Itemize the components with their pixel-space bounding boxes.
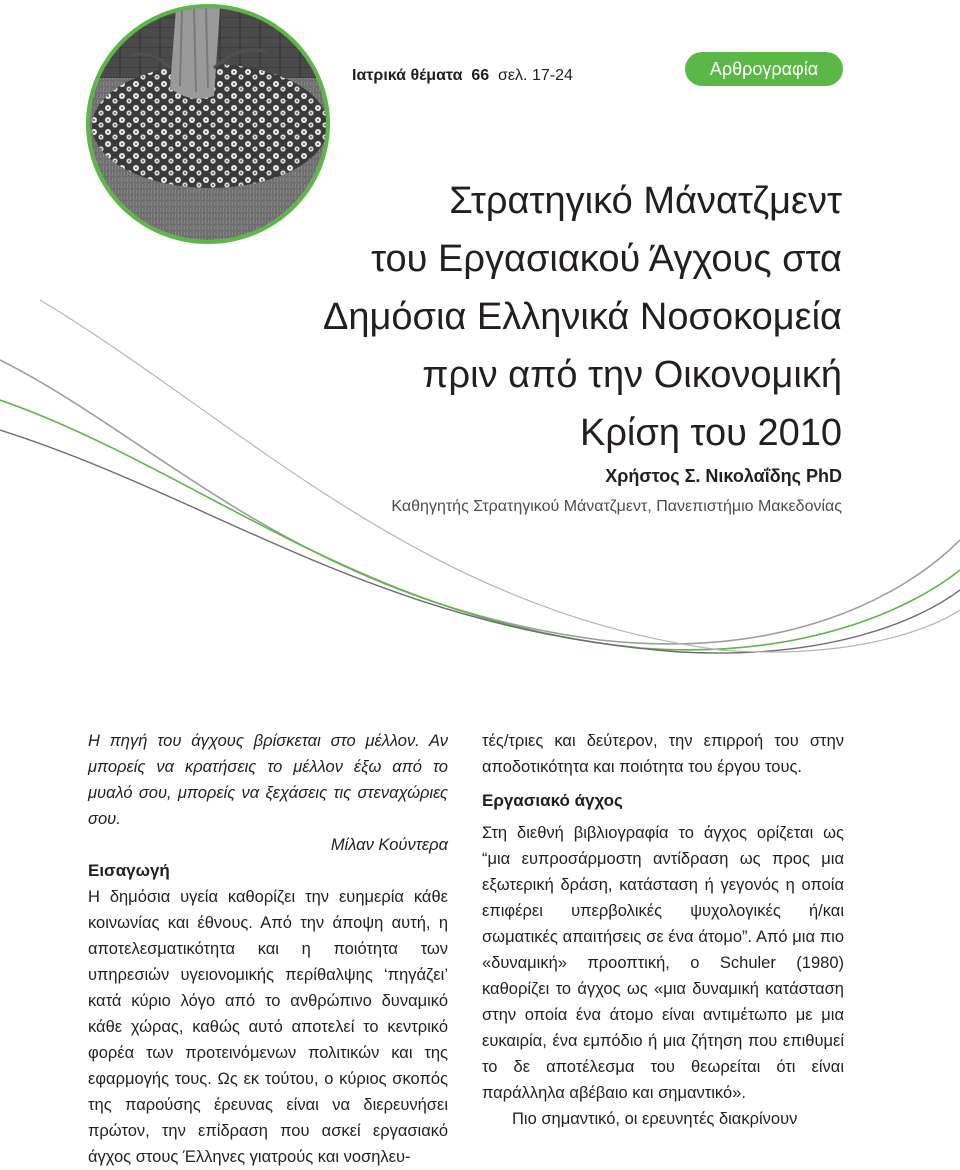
left-column [88, 728, 448, 1170]
section-heading-work-stress: Εργασιακό άγχος [482, 791, 623, 810]
introduction-paragraph: Η δημόσια υγεία καθορίζει την ευημερία κάθε κοινωνίας και έθνους. Από την άποψη αυτή, η αποτελεσματικότητα και η ποιότητα των υπηρεσιών υγειονομικής περίθαλψης ‘πηγάζει’ κατά κύριο λόγο από το ανθρώπινο δυναμικό κάθε χώρας, καθώς αυτό αποτελεί το κεντρικό φορέα των προτεινόμενων πολιτικών και της εφαρμογής τους. Ως εκ τούτου, ο κύριος σκοπός της παρούσης έρευνας είναι να διερευνήσει πρώτον, την επίδραση που ασκεί εργασιακό άγχος στους Έλληνες γιατρούς και νοσηλευ- [88, 888, 448, 1166]
work-stress-paragraph: Στη διεθνή βιβλιογραφία το άγχος ορίζεται ως “μια ευπροσάρμοστη αντίδραση ως προς μια εξωτερική δράση, κατάσταση ή γεγονός η οποία επιφέρει υπερβολικές ψυχολογικές ή/και σωματικές απαιτήσεις σε ένα άτομο”. Από μια πιο «δυναμική» προοπτική, ο Schuler (1980) καθορίζει το άγχος ως «μια δυναμική κατάσταση στην οποία ένα άτομο είναι αντιμέτωπο με μια ευκαιρία, ένα εμπόδιο ή μια ζήτηση που επιθυμεί το δε αποτέλεσμα του θεωρείται ότι είναι παράλληλα αβέβαιο και σημαντικό». [482, 824, 844, 1102]
journal-name: Ιατρικά θέματα [352, 67, 463, 84]
page-range: σελ. 17-24 [498, 67, 573, 84]
section-badge: Αρθρογραφία [685, 52, 843, 86]
journal-info [352, 67, 573, 85]
right-column [482, 728, 844, 1132]
section-heading-introduction: Εισαγωγή [88, 861, 170, 880]
title-line: του Εργασιακού Άγχους στα [371, 238, 842, 280]
title-line: Δημόσια Ελληνικά Νοσοκομεία [322, 296, 842, 338]
title-line: πριν από την Οικονομική [422, 354, 842, 396]
work-stress-next-line: Πιο σημαντικό, οι ερευνητές διακρίνουν [512, 1110, 798, 1128]
author-name: Χρήστος Σ. Νικολαΐδης PhD [605, 466, 842, 486]
issue-number: 66 [471, 67, 490, 84]
title-line: Κρίση του 2010 [579, 412, 842, 454]
title-line: Στρατηγικό Μάνατζμεντ [449, 180, 842, 222]
epigraph-author: Μίλαν Κούντερα [330, 836, 448, 854]
article-title [222, 172, 842, 462]
epigraph-quote: Η πηγή του άγχους βρίσκεται στο μέλλον. Αν μπορείς να κρατήσεις το μέλλον έξω από το μυαλό σου, μπορείς να ξεχάσεις τις στεναχώριες σου. [88, 732, 448, 828]
author-affiliation: Καθηγητής Στρατηγικού Μάνατζμεντ, Πανεπιστήμιο Μακεδονίας [391, 498, 842, 515]
continuation-paragraph: τές/τριες και δεύτερον, την επιρροή του στην αποδοτικότητα και ποιότητα του έργου τους. [482, 732, 844, 776]
